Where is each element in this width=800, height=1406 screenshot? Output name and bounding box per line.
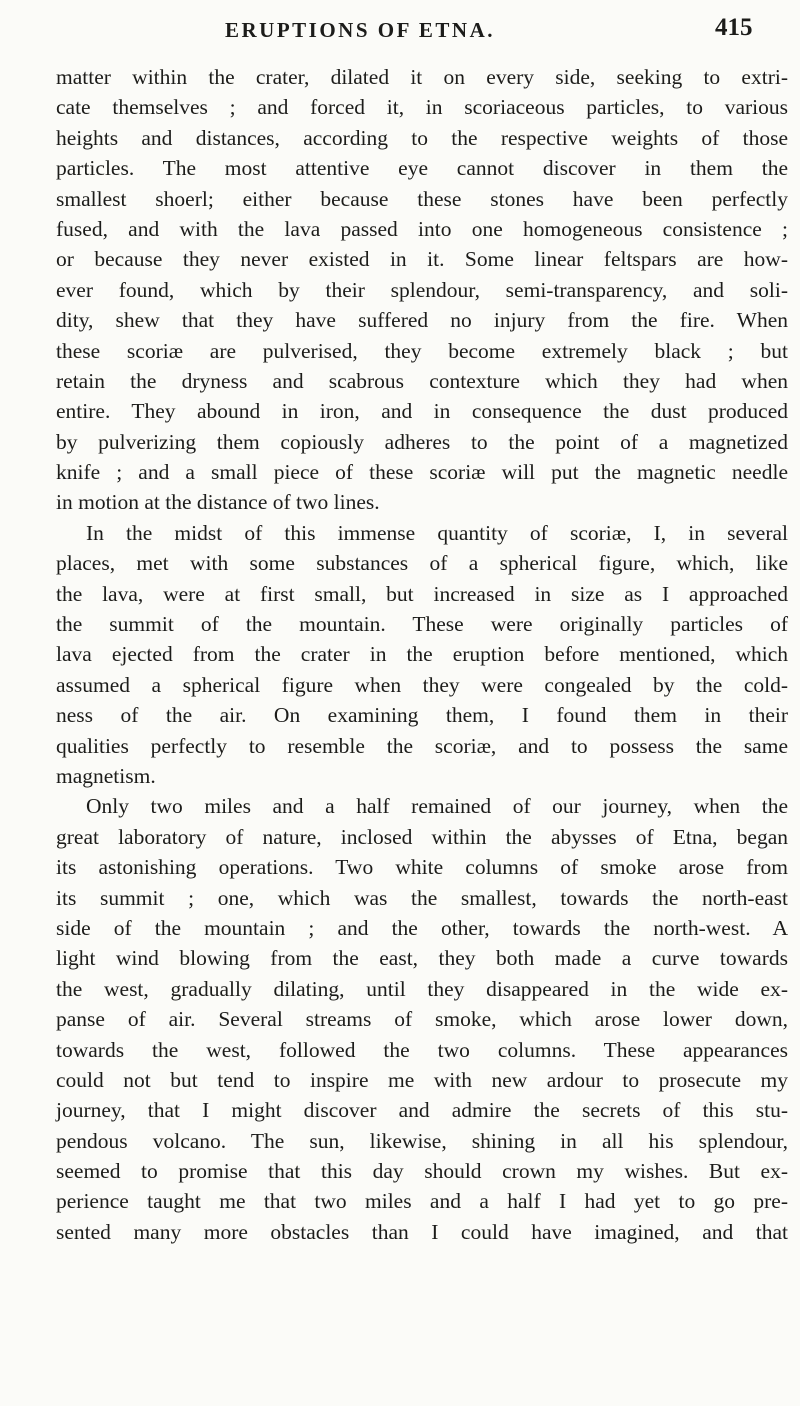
text-line: lava ejected from the crater in the eruption before mentioned, which (56, 642, 788, 667)
text-line: side of the mountain ; and the other, towards the north-west. A (56, 915, 788, 940)
text-line: its summit ; one, which was the smallest, towards the north-east (56, 885, 788, 910)
text-line: panse of air. Several streams of smoke, which arose lower down, (56, 1007, 788, 1032)
text-line: fused, and with the lava passed into one homogeneous consistence ; (56, 216, 788, 241)
text-line: cate themselves ; and forced it, in scoriaceous particles, to various (56, 95, 788, 120)
text-line: smallest shoerl; either because these stones have been perfectly (56, 186, 788, 211)
text-line: dity, shew that they have suffered no injury from the fire. When (56, 308, 788, 333)
text-line: these scoriæ are pulverised, they become extremely black ; but (56, 338, 788, 363)
paragraph (56, 791, 788, 1247)
text-line: by pulverizing them copiously adheres to the point of a magnetized (56, 429, 788, 454)
text-line: the summit of the mountain. These were originally particles of (56, 612, 788, 637)
running-title: ERUPTIONS OF ETNA. (225, 18, 496, 42)
page-number: 415 (715, 14, 753, 41)
paragraph (56, 62, 788, 518)
text-line: or because they never existed in it. Some linear feltspars are how- (56, 247, 788, 272)
text-line: places, met with some substances of a spherical figure, which, like (56, 551, 788, 576)
text-line: journey, that I might discover and admire the secrets of this stu- (56, 1098, 788, 1123)
text-line: assumed a spherical figure when they were congealed by the cold- (56, 672, 788, 697)
text-line: heights and distances, according to the respective weights of those (56, 125, 788, 150)
paragraph (56, 518, 788, 792)
text-line: Only two miles and a half remained of our journey, when the (86, 794, 788, 819)
text-line: matter within the crater, dilated it on every side, seeking to extri- (56, 65, 788, 89)
text-line: the west, gradually dilating, until they disappeared in the wide ex- (56, 976, 788, 1001)
running-head (0, 12, 800, 46)
text-line: perience taught me that two miles and a half I had yet to go pre- (56, 1189, 788, 1214)
text-line: in motion at the distance of two lines. (56, 490, 380, 515)
text-line: entire. They abound in iron, and in consequence the dust produced (56, 399, 788, 424)
body-text (56, 62, 788, 1247)
text-line: its astonishing operations. Two white columns of smoke arose from (56, 855, 788, 880)
text-line: towards the west, followed the two columns. These appearances (56, 1037, 788, 1062)
text-line: magnetism. (56, 763, 156, 788)
text-line: could not but tend to inspire me with new ardour to prosecute my (56, 1067, 788, 1092)
text-line: seemed to promise that this day should crown my wishes. But ex- (56, 1159, 788, 1184)
text-line: great laboratory of nature, inclosed within the abysses of Etna, began (56, 824, 788, 849)
text-line: light wind blowing from the east, they both made a curve towards (56, 946, 788, 971)
text-line: the lava, were at first small, but increased in size as I approached (56, 581, 788, 606)
text-line: ness of the air. On examining them, I found them in their (56, 703, 788, 728)
text-line: pendous volcano. The sun, likewise, shining in all his splendour, (56, 1128, 788, 1153)
text-line: In the midst of this immense quantity of scoriæ, I, in several (86, 520, 788, 545)
text-line: knife ; and a small piece of these scoriæ will put the magnetic needle (56, 460, 788, 485)
text-line: particles. The most attentive eye cannot discover in them the (56, 156, 788, 181)
text-line: qualities perfectly to resemble the scoriæ, and to possess the same (56, 733, 788, 758)
text-line: ever found, which by their splendour, semi-transparency, and soli- (56, 277, 788, 302)
text-line: retain the dryness and scabrous contexture which they had when (56, 368, 788, 393)
text-line: sented many more obstacles than I could have imagined, and that (56, 1219, 788, 1244)
